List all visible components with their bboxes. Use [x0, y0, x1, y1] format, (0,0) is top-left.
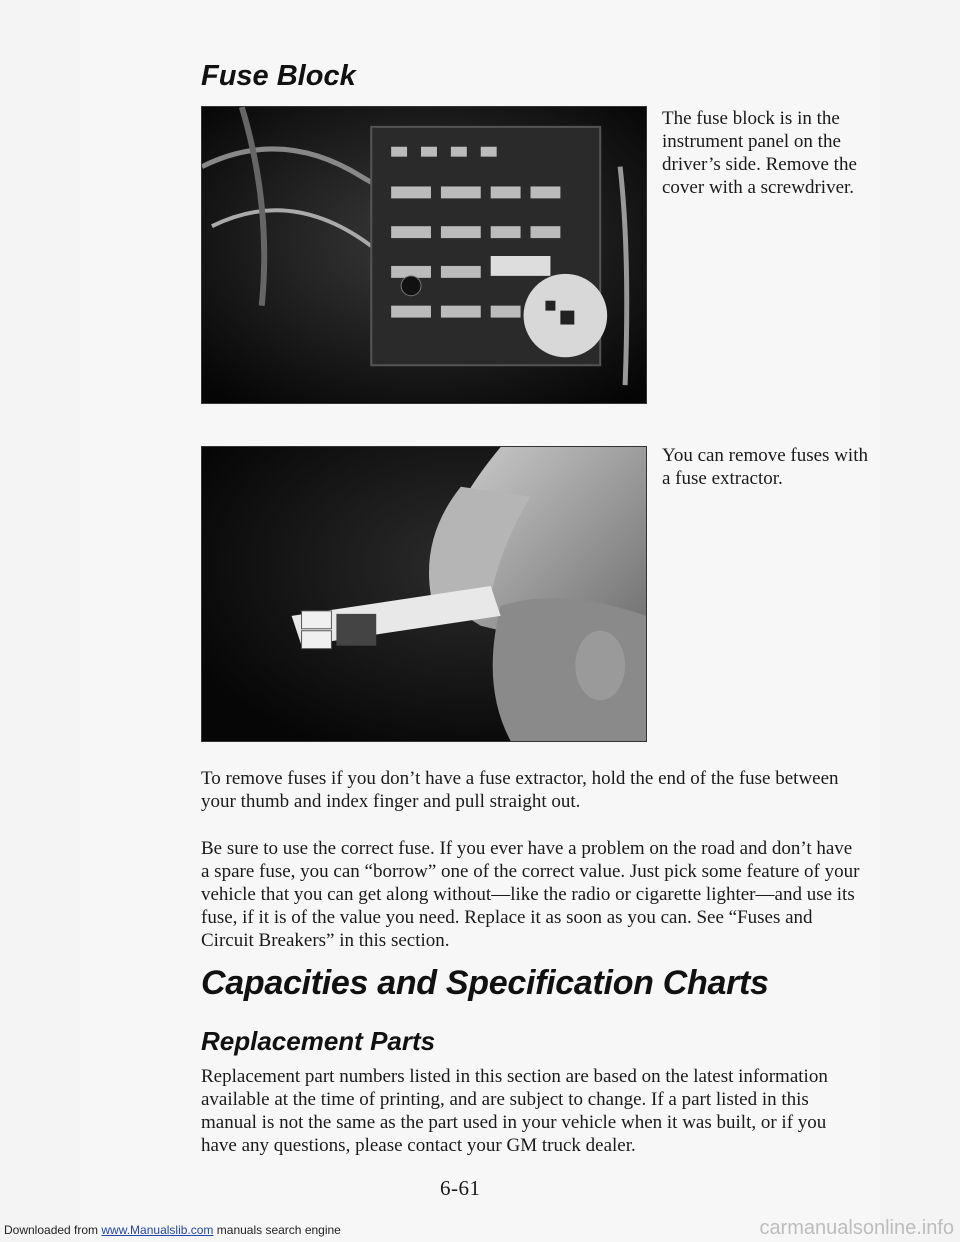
fuse-block-caption: The fuse block is in the instrument panel on the driver’s side. Remove the cover with a screwdriver.	[662, 108, 857, 198]
remove-fuse-paragraph: To remove fuses if you don’t have a fuse extractor, hold the end of the fuse between your thumb and index finger and pull straight out.	[201, 768, 839, 812]
footer-prefix: Downloaded from	[4, 1223, 102, 1237]
fuse-block-heading: Fuse Block	[201, 60, 356, 92]
capacities-heading: Capacities and Specification Charts	[201, 964, 769, 1002]
footer-suffix: manuals search engine	[213, 1223, 341, 1237]
replacement-parts-heading: Replacement Parts	[201, 1026, 436, 1056]
fuse-extractor-photo	[201, 446, 647, 742]
download-footer	[4, 1223, 341, 1237]
watermark-text: carmanualsonline.info	[759, 1217, 954, 1239]
fuse-extractor-caption: You can remove fuses with a fuse extractor.	[662, 445, 868, 489]
replacement-parts-paragraph: Replacement part numbers listed in this section are based on the latest information available at the time of printing, and are subject to change. If a part listed in this manual is not the same as the part used in your vehicle when it was built, or if you have any questions, please contact your GM truck dealer.	[201, 1066, 828, 1156]
manualslib-link[interactable]: www.Manualslib.com	[101, 1223, 214, 1237]
correct-fuse-paragraph: Be sure to use the correct fuse. If you ever have a problem on the road and don’t have a spare fuse, you can “borrow” one of the correct value. Just pick some feature of your vehicle that you can get along without—like the radio or cigarette lighter—and use its fuse, if it is of the value you need. Replace it as soon as you can. See “Fuses and Circuit Breakers” in this section.	[201, 838, 860, 951]
page-number: 6-61	[440, 1176, 481, 1200]
fuse-block-photo	[201, 106, 647, 404]
